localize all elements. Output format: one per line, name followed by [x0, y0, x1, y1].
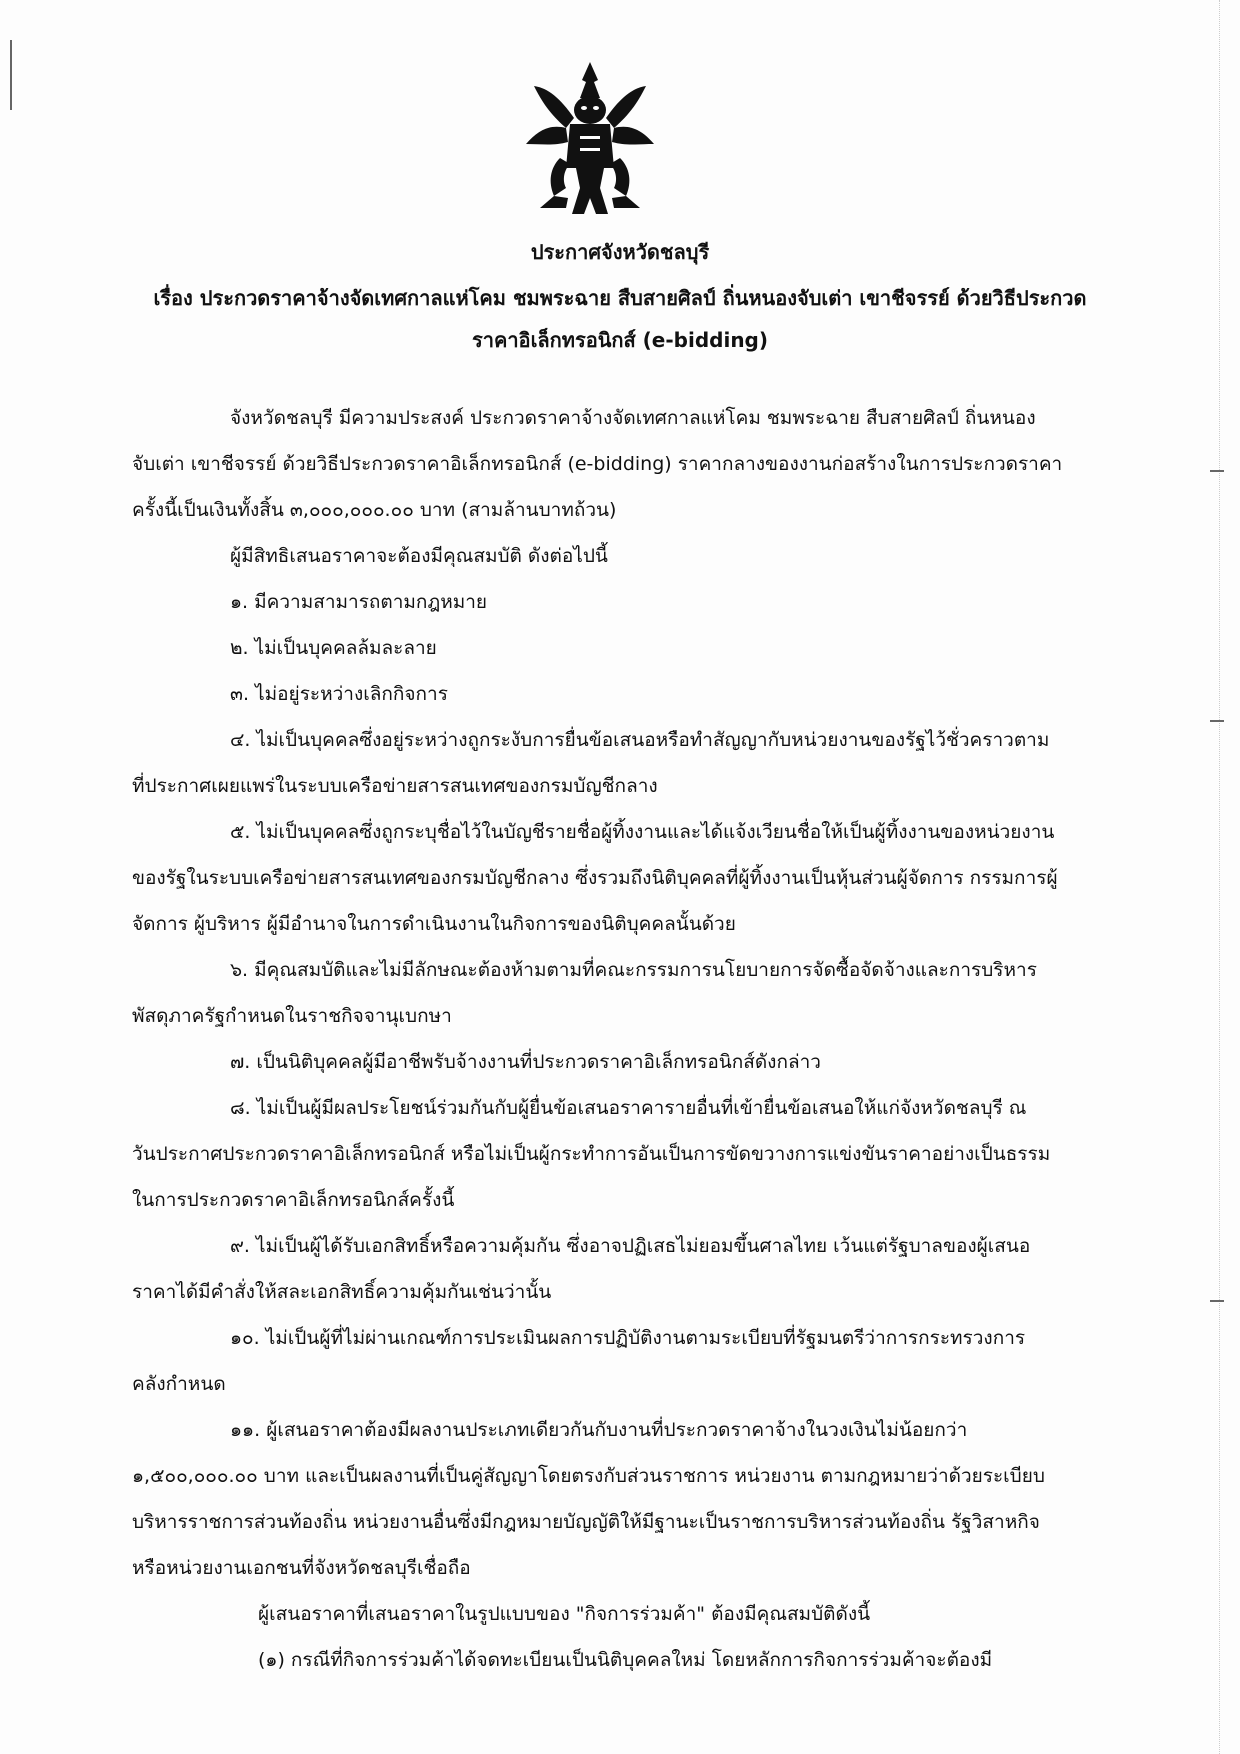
qualification-item: ๕. ไม่เป็นบุคคลซึ่งถูกระบุชื่อไว้ในบัญชีรายชื่อผู้ทิ้งงานและได้แจ้งเวียนชื่อให้เป็นผู้ทิ้งงานของหน่วยงาน	[230, 821, 1055, 843]
scan-edge-mark	[1210, 1300, 1224, 1302]
scan-edge-mark	[10, 40, 12, 110]
intro-paragraph	[132, 442, 1072, 486]
qualification-item: ๓. ไม่อยู่ระหว่างเลิกกิจการ	[230, 683, 448, 705]
qualification-item-continued: บริหารราชการส่วนท้องถิ่น หน่วยงานอื่นซึ่งมีกฎหมายบัญญัติให้มีฐานะเป็นราชการบริหารส่วนท้องถิ่น รัฐวิสาหกิจ	[132, 1511, 1040, 1533]
document-title: ประกาศจังหวัดชลบุรี	[530, 240, 710, 264]
qualification-item: ๑๐. ไม่เป็นผู้ที่ไม่ผ่านเกณฑ์การประเมินผลการปฏิบัติงานตามระเบียบที่รัฐมนตรีว่าการกระทรวงการ	[230, 1327, 1026, 1349]
qualification-item: ๘. ไม่เป็นผู้มีผลประโยชน์ร่วมกันกับผู้ยื่นข้อเสนอราคารายอื่นที่เข้ายื่นข้อเสนอให้แก่จังหวัดชลบุรี ณ	[230, 1097, 1027, 1119]
qualification-item: ๖. มีคุณสมบัติและไม่มีลักษณะต้องห้ามตามที่คณะกรรมการนโยบายการจัดซื้อจัดจ้างและการบริหาร	[230, 959, 1037, 981]
qualification-item: ๑๑. ผู้เสนอราคาต้องมีผลงานประเภทเดียวกันกับงานที่ประกวดราคาจ้างในวงเงินไม่น้อยกว่า	[230, 1419, 968, 1441]
qualification-item-continued: ราคาได้มีคำสั่งให้สละเอกสิทธิ์ความคุ้มกันเช่นว่านั้น	[132, 1281, 552, 1303]
qualification-item-continued: ของรัฐในระบบเครือข่ายสารสนเทศของกรมบัญชีกลาง ซึ่งรวมถึงนิติบุคคลที่ผู้ทิ้งงานเป็นหุ้นส่วนผู้จัดการ กรรมการผู้	[132, 867, 1058, 889]
qualification-item-continued: คลังกำหนด	[132, 1373, 226, 1395]
intro-paragraph	[132, 488, 1072, 532]
qualification-item-continued: จัดการ ผู้บริหาร ผู้มีอำนาจในการดำเนินงานในกิจการของนิติบุคคลนั้นด้วย	[132, 913, 736, 935]
qualification-item-continued: พัสดุภาครัฐกำหนดในราชกิจจานุเบกษา	[132, 1005, 452, 1027]
intro-line: จังหวัดชลบุรี มีความประสงค์ ประกวดราคาจ้างจัดเทศกาลแห่โคม ชมพระฉาย สืบสายศิลป์ ถิ่นหนอง	[230, 407, 1036, 429]
qualification-item: ๙. ไม่เป็นผู้ได้รับเอกสิทธิ์หรือความคุ้มกัน ซึ่งอาจปฏิเสธไม่ยอมขึ้นศาลไทย เว้นแต่รัฐบาลของผู้เสนอ	[230, 1235, 1031, 1257]
scan-edge-mark	[1210, 470, 1224, 472]
intro-line: จับเต่า เขาชีจรรย์ ด้วยวิธีประกวดราคาอิเล็กทรอนิกส์ (e-bidding) ราคากลางของงานก่อสร้างในการประกวดราคา	[132, 453, 1063, 475]
garuda-emblem-icon	[520, 58, 660, 218]
joint-venture-case: (๑) กรณีที่กิจการร่วมค้าได้จดทะเบียนเป็นนิติบุคคลใหม่ โดยหลักการกิจการร่วมค้าจะต้องมี	[258, 1649, 993, 1671]
qualifications-heading: ผู้มีสิทธิเสนอราคาจะต้องมีคุณสมบัติ ดังต่อไปนี้	[230, 545, 608, 567]
qualification-item-continued: ที่ประกาศเผยแพร่ในระบบเครือข่ายสารสนเทศของกรมบัญชีกลาง	[132, 775, 658, 797]
qualification-item: ๒. ไม่เป็นบุคคลล้มละลาย	[230, 637, 437, 659]
scan-edge-mark	[1210, 720, 1224, 722]
qualification-item: ๔. ไม่เป็นบุคคลซึ่งอยู่ระหว่างถูกระงับการยื่นข้อเสนอหรือทำสัญญากับหน่วยงานของรัฐไว้ชั่วคราวตาม	[230, 729, 1050, 751]
qualification-item-continued: ในการประกวดราคาอิเล็กทรอนิกส์ครั้งนี้	[132, 1189, 455, 1211]
document-subject-continued: ราคาอิเล็กทรอนิกส์ (e-bidding)	[471, 328, 769, 352]
qualification-item: ๗. เป็นนิติบุคคลผู้มีอาชีพรับจ้างงานที่ประกวดราคาอิเล็กทรอนิกส์ดังกล่าว	[230, 1051, 821, 1073]
intro-paragraph	[132, 396, 1072, 440]
joint-venture-heading: ผู้เสนอราคาที่เสนอราคาในรูปแบบของ "กิจการร่วมค้า" ต้องมีคุณสมบัติดังนี้	[258, 1603, 871, 1625]
document-subject: เรื่อง ประกวดราคาจ้างจัดเทศกาลแห่โคม ชมพระฉาย สืบสายศิลป์ ถิ่นหนองจับเต่า เขาชีจรรย์ ด้วยวิธีประกวด	[153, 286, 1087, 310]
intro-line: ครั้งนี้เป็นเงินทั้งสิ้น ๓,๐๐๐,๐๐๐.๐๐ บาท (สามล้านบาทถ้วน)	[132, 499, 617, 521]
qualification-item-continued: หรือหน่วยงานเอกชนที่จังหวัดชลบุรีเชื่อถือ	[132, 1557, 471, 1579]
qualification-item-continued: วันประกาศประกวดราคาอิเล็กทรอนิกส์ หรือไม่เป็นผู้กระทำการอันเป็นการขัดขวางการแข่งขันราคาอย่างเป็นธรรม	[132, 1143, 1051, 1165]
qualification-item-continued: ๑,๕๐๐,๐๐๐.๐๐ บาท และเป็นผลงานที่เป็นคู่สัญญาโดยตรงกับส่วนราชการ หน่วยงาน ตามกฎหมายว่าด้วยระเบียบ	[132, 1465, 1045, 1487]
qualification-item: ๑. มีความสามารถตามกฎหมาย	[230, 591, 488, 613]
